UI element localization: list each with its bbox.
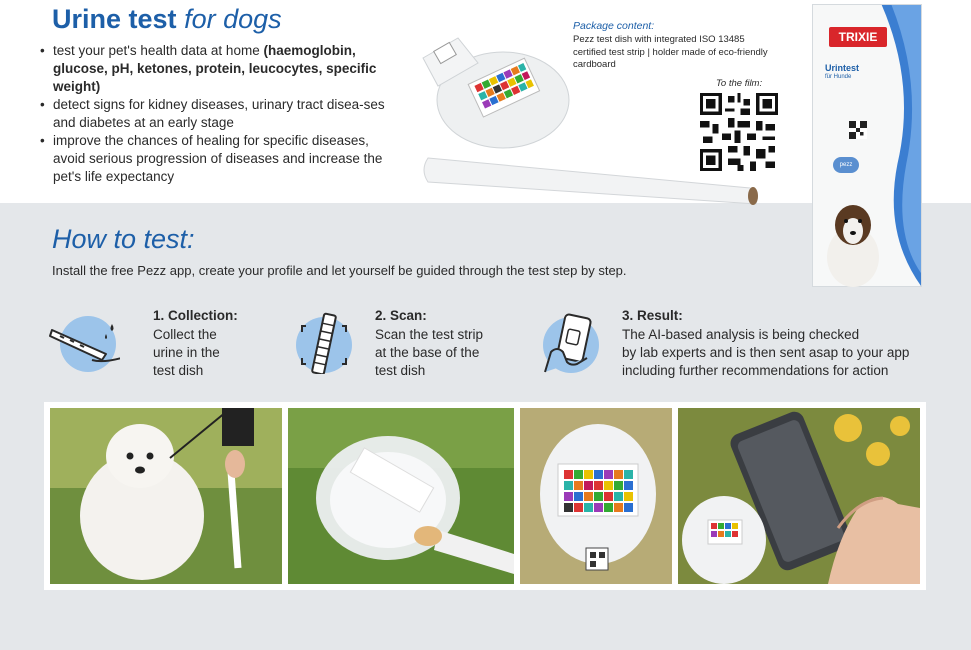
box-qr-icon [849, 121, 867, 139]
photo-dog-collection [50, 408, 282, 584]
dropper-icon [48, 314, 120, 376]
box-subtitle: für Hunde [825, 74, 852, 80]
step-2-title: 2. Scan: [375, 308, 427, 323]
photo-strip [44, 402, 926, 590]
feature-list [40, 42, 400, 186]
list-item: • test your pet's health data at home (haemoglobin, glucose, pH, ketones, protein, leucocytes, specific weight) [40, 42, 400, 96]
how-to-instruction: Install the free Pezz app, create your profile and let yourself be guided through the test step by step. [52, 263, 627, 278]
photo-scan-strip [520, 408, 672, 584]
scan-strip-icon [288, 312, 360, 374]
brand-logo: TRIXIE [829, 27, 887, 47]
list-item: • detect signs for kidney diseases, urinary tract disea-ses and diabetes at an early stage [40, 96, 400, 132]
dog-photo-icon [50, 408, 282, 584]
step-1-title: 1. Collection: [153, 308, 238, 323]
how-to-title: How to test: [52, 224, 195, 254]
dog-icon [815, 187, 887, 287]
list-item: • improve the chances of healing for specific diseases, avoid serious progression of diseases and increase the pet's life expectancy [40, 132, 400, 186]
scan-photo-icon [520, 408, 672, 584]
package-title: Package content: [573, 20, 655, 32]
title-bold: Urine test [52, 4, 177, 34]
film-label: To the film: [716, 78, 763, 89]
step-3-text: The AI-based analysis is being checked by lab experts and is then sent asap to your app including further recommendations for action [622, 327, 910, 378]
pezz-badge: pezz [833, 157, 859, 173]
photo-phone-result [678, 408, 920, 584]
box-title: Urintest [825, 63, 860, 73]
title-italic: for dogs [184, 4, 282, 34]
step-3-title: 3. Result: [622, 308, 683, 323]
test-dish-image [418, 28, 573, 153]
step-1-text: Collect the urine in the test dish [153, 327, 220, 378]
dish-photo-icon [288, 408, 514, 584]
package-text: Pezz test dish with integrated ISO 13485 certified test strip | holder made of eco-friendly cardboard [573, 34, 768, 70]
cardboard-holder-image [420, 152, 762, 218]
phone-photo-icon [678, 408, 920, 584]
photo-dish-closeup [288, 408, 514, 584]
page-title [52, 4, 282, 35]
phone-hand-icon [535, 312, 607, 374]
product-box-image [812, 4, 922, 287]
step-2-text: Scan the test strip at the base of the test dish [375, 327, 484, 378]
